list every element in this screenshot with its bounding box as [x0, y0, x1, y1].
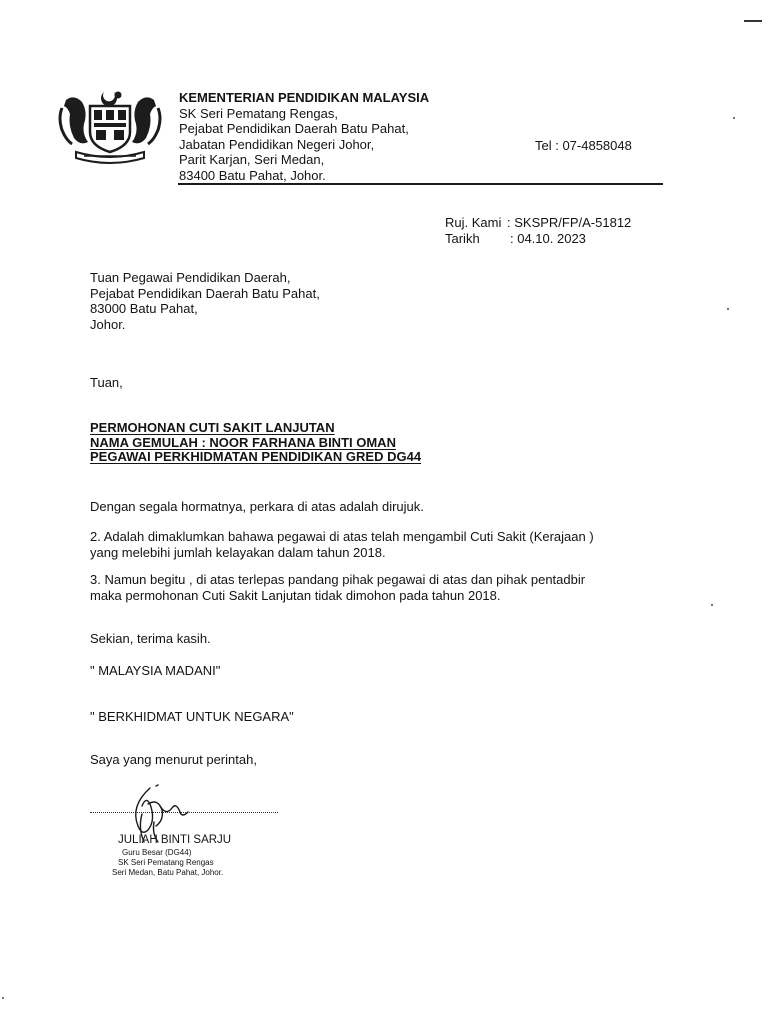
closing-order: Saya yang menurut perintah, [90, 752, 257, 767]
school-name: SK Seri Pematang Rengas, [179, 105, 338, 121]
letterhead-divider [178, 183, 663, 185]
paragraph-1: Dengan segala hormatnya, perkara di atas adalah dirujuk. [90, 499, 424, 514]
tarikh-value: : 04.10. 2023 [510, 230, 586, 246]
signatory-details [112, 848, 223, 878]
recipient-line: Johor. [90, 316, 126, 332]
tarikh-label: Tarikh [445, 230, 480, 246]
recipient-line: Pejabat Pendidikan Daerah Batu Pahat, [90, 285, 320, 301]
scan-speck [727, 308, 729, 310]
address-line: Pejabat Pendidikan Daerah Batu Pahat, [179, 121, 409, 137]
address-line: Parit Karjan, Seri Medan, [179, 152, 325, 168]
paragraph-3-line: 3. Namun begitu , di atas terlepas pandang pihak pegawai di atas dan pihak pentadbir [90, 572, 586, 587]
address-line: Jabatan Pendidikan Negeri Johor, [179, 136, 375, 152]
paragraph-2-line: yang melebihi jumlah kelayakan dalam tahun 2018. [90, 544, 386, 560]
scan-mark [744, 20, 762, 22]
scan-speck [733, 117, 735, 119]
paragraph-2 [90, 529, 594, 560]
paragraph-3-line: maka permohonan Cuti Sakit Lanjutan tidak dimohon pada tahun 2018. [90, 587, 501, 603]
subject-line: PERMOHONAN CUTI SAKIT LANJUTAN [90, 420, 335, 435]
subject-line: PEGAWAI PERKHIDMATAN PENDIDIKAN GRED DG44 [90, 449, 422, 464]
recipient-line: Tuan Pegawai Pendidikan Daerah, [90, 270, 291, 285]
ministry-name: KEMENTERIAN PENDIDIKAN MALAYSIA [179, 90, 430, 105]
scan-speck [711, 604, 713, 606]
address-line: 83400 Batu Pahat, Johor. [179, 167, 326, 183]
ruj-label: Ruj. Kami [445, 215, 502, 230]
recipient-line: 83000 Batu Pahat, [90, 301, 198, 317]
telephone-number: Tel : 07-4858048 [535, 138, 632, 153]
motto-malaysia-madani: " MALAYSIA MADANI" [90, 663, 221, 678]
signatory-title: Guru Besar (DG44) [122, 848, 192, 857]
ruj-value: : SKSPR/FP/A-51812 [507, 215, 632, 230]
subject-line: NAMA GEMULAH : NOOR FARHANA BINTI OMAN [90, 434, 396, 450]
letterhead-block [179, 90, 429, 184]
recipient-address [90, 270, 320, 332]
signatory-school: SK Seri Pematang Rengas [118, 858, 214, 867]
salutation: Tuan, [90, 375, 123, 390]
closing-thanks: Sekian, terima kasih. [90, 631, 211, 646]
signatory-place: Seri Medan, Batu Pahat, Johor. [112, 868, 224, 877]
paragraph-3 [90, 572, 585, 603]
paragraph-2-line: 2. Adalah dimaklumkan bahawa pegawai di atas telah mengambil Cuti Sakit (Kerajaan ) [90, 529, 594, 544]
malaysia-coat-of-arms-icon [56, 86, 164, 164]
motto-berkhidmat: " BERKHIDMAT UNTUK NEGARA" [90, 709, 294, 724]
scan-speck [2, 997, 4, 999]
reference-block [445, 215, 631, 246]
subject-heading [90, 421, 421, 465]
signatory-name: JULIAH BINTI SARJU [118, 834, 232, 846]
